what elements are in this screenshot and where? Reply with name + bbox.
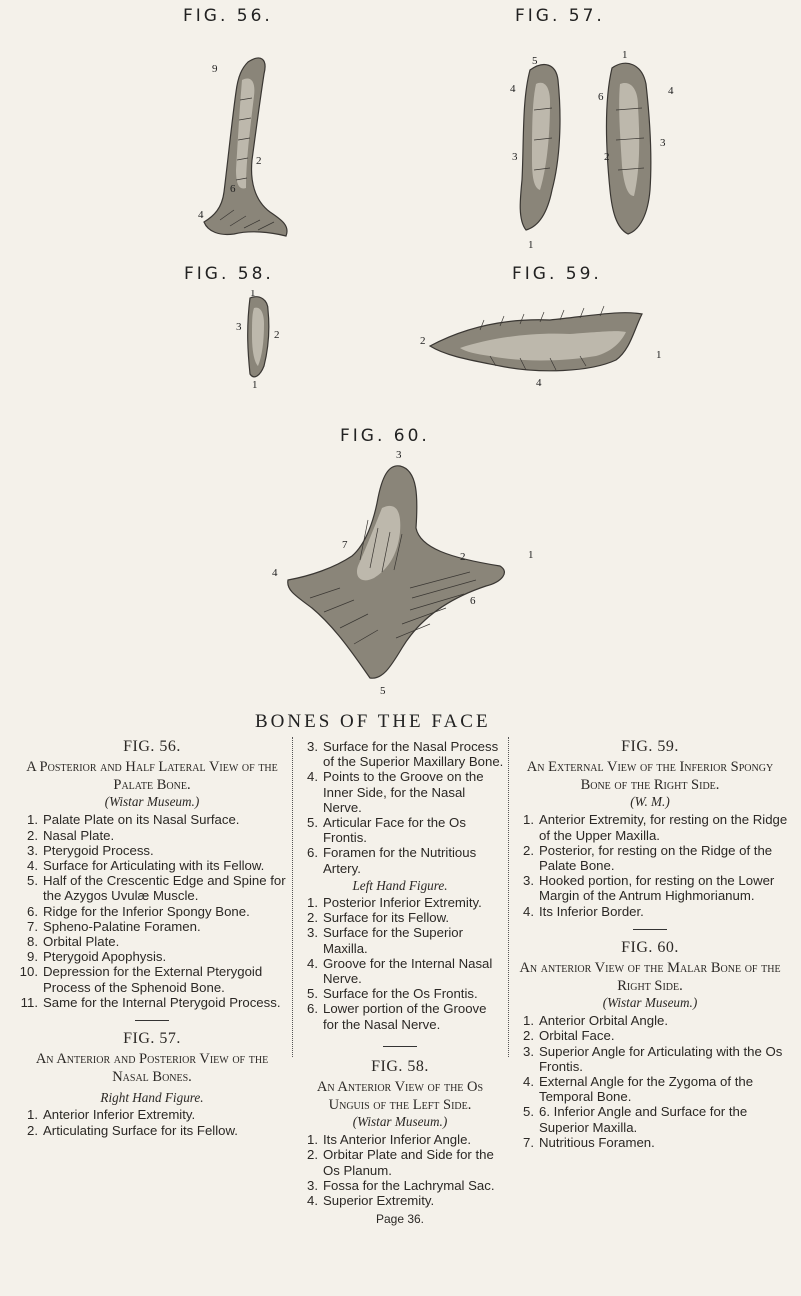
legend-column-1 (16, 739, 288, 1138)
legend-item-number: 1. (523, 812, 534, 828)
fig58-subtitle: An Anterior View of the Os Unguis of the Left Side. (316, 1079, 484, 1114)
legend-item-text: Superior Extremity. (323, 1193, 435, 1209)
fig57-legend-list-left (296, 895, 504, 1032)
legend-item-number: 5. (27, 873, 38, 889)
fig58-heading: FIG. 58. (371, 1057, 429, 1075)
legend-item (16, 934, 288, 949)
legend-item-text: Articular Face for the Os Frontis. (323, 815, 466, 846)
fig60-num-5: 5 (380, 685, 386, 697)
fig58-legend-list (296, 1132, 504, 1208)
fig57-num-3a: 3 (512, 151, 518, 163)
legend-item (296, 1001, 504, 1031)
legend-column-3 (512, 739, 788, 1150)
legend-item-number: 5. (307, 815, 318, 831)
legend-item (512, 873, 788, 903)
legend-item (296, 956, 504, 986)
legend-item-text: Nasal Plate. (43, 827, 115, 843)
fig60-museum: (Wistar Museum.) (602, 995, 698, 1011)
legend-item (512, 904, 788, 919)
legend-item-text: Half of the Crescentic Edge and Spine for the Azygos Uvulæ Muscle. (43, 873, 286, 904)
legend-item-text: Anterior Orbital Angle. (539, 1013, 669, 1029)
legend-item-number: 4. (27, 858, 38, 874)
fig59-num-2: 2 (420, 335, 426, 347)
fig57-label: FIG. 57. (515, 6, 605, 26)
fig57-num-5: 5 (532, 55, 538, 67)
fig60-label: FIG. 60. (340, 426, 430, 446)
fig60-heading: FIG. 60. (621, 938, 679, 956)
plate-title: BONES OF THE FACE (255, 711, 491, 732)
legend-item-text: Surface for Articulating with its Fellow. (43, 858, 265, 874)
legend-item-number: 2. (307, 910, 318, 926)
legend-item (16, 873, 288, 903)
fig56-label: FIG. 56. (183, 6, 273, 26)
fig56-num-6: 6 (230, 183, 236, 195)
fig59-num-4: 4 (536, 377, 542, 389)
legend-item-number: 3. (307, 1177, 318, 1193)
inferior-spongy-bone-illustration (420, 300, 670, 390)
legend-item (296, 1178, 504, 1193)
fig57-heading: FIG. 57. (123, 1030, 181, 1048)
legend-item-number: 7. (27, 918, 38, 934)
legend-item-number: 6. (307, 845, 318, 861)
legend-item-number: 7. (523, 1134, 534, 1150)
legend-item-text: 6. Inferior Angle and Surface for the Superior Maxilla. (539, 1104, 748, 1135)
legend-item-number: 6. (27, 903, 38, 919)
fig57-num-1b: 1 (528, 239, 534, 250)
legend-item-text: Groove for the Internal Nasal Nerve. (323, 955, 493, 987)
fig57-subhead-right: Right Hand Figure. (100, 1090, 204, 1106)
legend-item-number: 5. (523, 1104, 534, 1120)
divider-rule (633, 929, 667, 930)
legend-item-number: 3. (307, 925, 318, 941)
legend-item (296, 769, 504, 815)
legend-item (512, 1135, 788, 1150)
legend-item-text: Points to the Groove on the Inner Side, for the Nasal Nerve. (323, 769, 484, 815)
legend-item-number: 5. (307, 986, 318, 1002)
nasal-bones-illustration (500, 50, 690, 250)
palate-bone-illustration (190, 40, 300, 250)
legend-item-text: Its Anterior Inferior Angle. (323, 1132, 472, 1148)
fig57-legend-list-right (16, 1107, 288, 1137)
fig58-museum: (Wistar Museum.) (352, 1114, 448, 1130)
legend-item-text: External Angle for the Zygoma of the Temporal Bone. (539, 1074, 754, 1105)
legend-item (296, 845, 504, 875)
fig59-legend-list (512, 812, 788, 918)
fig60-num-2: 2 (460, 551, 466, 563)
legend-item (512, 1074, 788, 1104)
legend-item (16, 1123, 288, 1138)
fig59-num-1: 1 (656, 349, 662, 361)
legend-item (296, 1147, 504, 1177)
legend-item (16, 812, 288, 827)
fig60-subtitle: An anterior View of the Malar Bone of the Right Side. (519, 960, 781, 995)
divider-rule (135, 1020, 169, 1021)
fig56-legend-list (16, 812, 288, 1010)
legend-item-number: 4. (307, 955, 318, 971)
legend-item-text: Nutritious Foramen. (539, 1134, 655, 1150)
legend-item (512, 1028, 788, 1043)
legend-item-number: 3. (307, 739, 318, 754)
legend-item (296, 910, 504, 925)
legend-item-number: 8. (27, 934, 38, 950)
legend-item (296, 895, 504, 910)
fig58-num-1b: 1 (252, 379, 258, 390)
os-unguis-illustration (230, 290, 290, 390)
divider-rule (383, 1046, 417, 1047)
column-divider (292, 737, 293, 1057)
legend-item-number: 4. (307, 1193, 318, 1209)
legend-item (512, 1104, 788, 1134)
fig60-num-3: 3 (396, 449, 402, 461)
legend-item-text: Palate Plate on its Nasal Surface. (43, 812, 240, 828)
legend-item-number: 2. (523, 842, 534, 858)
fig59-subtitle: An External View of the Inferior Spongy Bone of the Right Side. (526, 759, 774, 794)
legend-item-text: Posterior, for resting on the Ridge of the Palate Bone. (539, 842, 773, 874)
legend-item-text: Surface for the Nasal Process of the Superior Maxillary Bone. (323, 739, 504, 770)
legend-item (16, 964, 288, 994)
fig56-num-2: 2 (256, 155, 262, 167)
legend-item-text: Superior Angle for Articulating with the Os Frontis. (539, 1043, 783, 1074)
column-divider (508, 737, 509, 1057)
legend-item (512, 843, 788, 873)
legend-item-text: Depression for the External Pterygoid Process of the Sphenoid Bone. (43, 964, 263, 995)
legend-item (296, 815, 504, 845)
legend-item-number: 1. (523, 1013, 534, 1029)
legend-item-number: 1. (27, 812, 38, 828)
legend-item-number: 1. (27, 1107, 38, 1123)
legend-column-2 (296, 739, 504, 1227)
legend-item (512, 1013, 788, 1028)
legend-item (16, 828, 288, 843)
legend-item-number: 4. (523, 903, 534, 919)
fig56-subtitle: A Posterior and Half Lateral View of the Palate Bone. (26, 759, 278, 794)
legend-item (296, 925, 504, 955)
legend-item-number: 11. (20, 994, 38, 1010)
legend-item-number: 3. (523, 873, 534, 889)
fig60-legend-list (512, 1013, 788, 1150)
fig58-num-2: 2 (274, 329, 280, 341)
legend-item-text: Its Inferior Border. (539, 903, 644, 919)
fig57-num-1a: 1 (622, 50, 628, 61)
fig56-num-4: 4 (198, 209, 204, 221)
legend-item-text: Surface for the Os Frontis. (323, 986, 478, 1002)
legend-item (16, 1107, 288, 1122)
legend-item-text: Hooked portion, for resting on the Lower Margin of the Antrum Highmorianum. (539, 873, 775, 904)
fig58-label: FIG. 58. (184, 264, 274, 284)
legend-item-text: Fossa for the Lachrymal Sac. (323, 1177, 495, 1193)
fig57-legend-list-right-cont (296, 739, 504, 876)
fig56-heading: FIG. 56. (123, 738, 181, 755)
legend-item-number: 2. (307, 1147, 318, 1163)
legend-item-number: 6. (307, 1001, 318, 1017)
legend-item (512, 812, 788, 842)
legend-item-text: Orbital Face. (539, 1028, 615, 1044)
legend-item-text: Same for the Internal Pterygoid Process. (43, 994, 281, 1010)
legend-item-text: Articulating Surface for its Fellow. (43, 1122, 238, 1138)
legend-item-number: 3. (27, 842, 38, 858)
legend-item-number: 4. (523, 1074, 534, 1090)
legend-item-text: Anterior Inferior Extremity. (43, 1107, 196, 1123)
fig60-num-1: 1 (528, 549, 534, 561)
legend-item (16, 843, 288, 858)
legend-item (16, 858, 288, 873)
legend-item-text: Surface for the Superior Maxilla. (323, 925, 464, 956)
legend-item-text: Pterygoid Process. (43, 842, 154, 858)
malar-bone-illustration (250, 448, 540, 698)
legend-item-text: Lower portion of the Groove for the Nasal Nerve. (323, 1001, 487, 1032)
page-number: Page 36. (375, 1212, 425, 1227)
legend-item-text: Spheno-Palatine Foramen. (43, 918, 201, 934)
fig57-num-6: 6 (598, 91, 604, 103)
fig57-num-4a: 4 (510, 83, 516, 95)
legend-item-number: 2. (523, 1028, 534, 1044)
fig60-num-7: 7 (342, 539, 348, 551)
legend-item-text: Surface for its Fellow. (323, 910, 450, 926)
fig60-num-4: 4 (272, 567, 278, 579)
fig59-heading: FIG. 59. (621, 738, 679, 755)
legend-item (16, 995, 288, 1010)
legend-item-number: 1. (307, 895, 318, 911)
fig57-num-2: 2 (604, 151, 610, 163)
legend-item-text: Ridge for the Inferior Spongy Bone. (43, 903, 250, 919)
fig59-museum: (W. M.) (630, 794, 670, 810)
fig58-num-3: 3 (236, 321, 242, 333)
fig57-subtitle: An Anterior and Posterior View of the Nasal Bones. (35, 1051, 269, 1086)
legend-item-text: Pterygoid Apophysis. (43, 949, 167, 965)
legend-item (16, 904, 288, 919)
legend-item-text: Orbitar Plate and Side for the Os Planum. (323, 1147, 494, 1178)
legend-item (296, 1132, 504, 1147)
legend-item-number: 4. (307, 769, 318, 785)
legend-item-number: 1. (307, 1132, 318, 1148)
legend-item (296, 1193, 504, 1208)
fig60-num-6: 6 (470, 595, 476, 607)
legend-item (296, 739, 504, 769)
legend-item-number: 9. (27, 949, 38, 965)
fig56-num-9: 9 (212, 63, 218, 75)
legend-item (16, 949, 288, 964)
legend-item (16, 919, 288, 934)
fig57-num-4b: 4 (668, 85, 674, 97)
legend-item (296, 986, 504, 1001)
legend-item-number: 2. (27, 1122, 38, 1138)
legend-item-text: Foramen for the Nutritious Artery. (323, 845, 477, 876)
legend-item-text: Posterior Inferior Extremity. (323, 895, 482, 911)
fig56-museum: (Wistar Museum.) (104, 794, 200, 810)
legend-item-number: 2. (27, 827, 38, 843)
legend-item-text: Orbital Plate. (43, 934, 120, 950)
legend-item-text: Anterior Extremity, for resting on the Ridge of the Upper Maxilla. (539, 812, 788, 843)
legend-item-number: 3. (523, 1043, 534, 1059)
legend-item (512, 1044, 788, 1074)
fig58-num-1a: 1 (250, 290, 256, 299)
legend-item-number: 10. (19, 964, 38, 980)
fig57-num-3b: 3 (660, 137, 666, 149)
fig57-subhead-left: Left Hand Figure. (352, 877, 448, 893)
fig59-label: FIG. 59. (512, 264, 602, 284)
